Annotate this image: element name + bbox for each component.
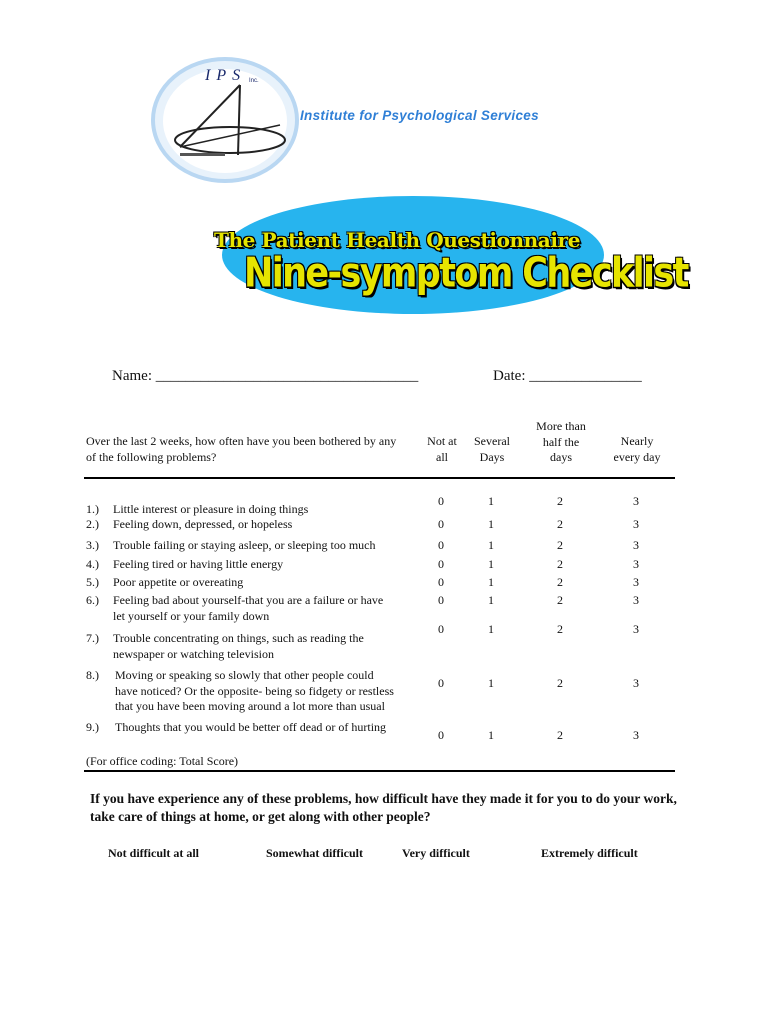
footer-divider bbox=[84, 770, 675, 772]
col-header-several-days: Several Days bbox=[474, 434, 510, 464]
difficulty-question: If you have experience any of these problems, how difficult have they made it for you to do your work, take care of things at home, or get along with other people? bbox=[90, 791, 677, 824]
org-name: Institute for Psychological Services bbox=[300, 108, 539, 123]
office-coding-label: (For office coding: Total Score) bbox=[86, 754, 239, 768]
questionnaire-title: The Patient Health Questionnaire bbox=[214, 228, 581, 252]
name-field[interactable]: Name: ___________________________________ bbox=[112, 368, 419, 384]
option-extremely-difficult[interactable]: Extremely difficult bbox=[541, 846, 638, 860]
option-somewhat-difficult[interactable]: Somewhat difficult bbox=[266, 846, 363, 860]
date-field[interactable]: Date: _______________ bbox=[493, 368, 642, 384]
option-very-difficult[interactable]: Very difficult bbox=[402, 846, 470, 860]
question-prompt: Over the last 2 weeks, how often have you been bothered by any of the following problems? bbox=[86, 434, 397, 464]
checklist-title: Nine-symptom Checklist bbox=[244, 250, 688, 298]
col-header-not-at-all: Not at all bbox=[427, 434, 457, 464]
option-not-difficult[interactable]: Not difficult at all bbox=[108, 846, 199, 860]
logo-inc: Inc. bbox=[249, 78, 259, 84]
header-divider bbox=[84, 477, 675, 479]
logo-abbrev: IPS bbox=[205, 67, 247, 84]
col-header-nearly-every-day: Nearly every day bbox=[613, 434, 661, 464]
col-header-more-than-half: More than half the days bbox=[536, 419, 586, 464]
